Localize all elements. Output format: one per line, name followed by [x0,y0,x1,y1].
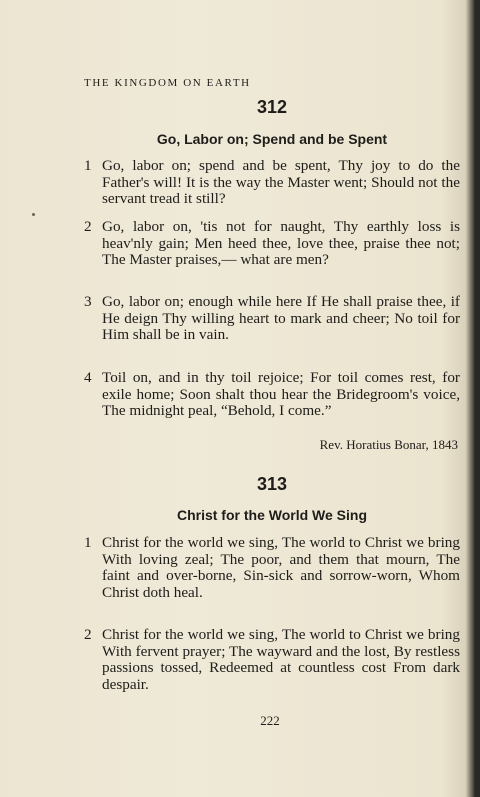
stanza-number: 4 [84,369,92,386]
page-number: 222 [260,713,280,728]
stanza-text: Go, labor on; spend and be spent, Thy joy to do the Father's will! It is the way the Master went; Should not the servant tread it still? [102,157,460,208]
stanza-number: 1 [84,534,92,551]
stanza-number: 2 [84,218,92,235]
stanza [84,627,460,693]
hymn-number: 312 [256,97,288,117]
stanza [84,158,460,208]
stanza-text: Go, labor on, 'tis not for naught, Thy earthly loss is heav'nly gain; Men heed thee, love thee, praise thee not; The Master praises,— what are men? [102,218,460,269]
stanza [84,535,460,601]
hymn-title: Go, Labor on; Spend and be Spent [156,131,388,147]
hymn-number: 313 [256,474,288,494]
stanza-text: Go, labor on; enough while here If He shall praise thee, if He deign Thy willing heart to mark and cheer; No toil for Him shall be in vain. [102,293,460,344]
stanza [84,370,460,420]
stanza-text: Christ for the world we sing, The world to Christ we bring With loving zeal; The poor, and them that mourn, The faint and over-borne, Sin-sick and sorrow-worn, Whom Christ doth heal. [102,534,460,601]
ink-speck [32,213,35,216]
stanza [84,219,460,269]
stanza-number: 1 [84,157,92,174]
hymn-attribution: Rev. Horatius Bonar, 1843 [319,437,458,452]
stanza-text: Christ for the world we sing, The world to Christ we bring With fervent prayer; The wayward and the lost, By restless passions tossed, Redeemed at countless cost From dark despair. [102,626,460,693]
stanza-text: Toil on, and in thy toil rejoice; For toil comes rest, for exile home; Soon shalt thou hear the Bridegroom's voice, The midnight peal, “Behold, I come.” [102,369,460,420]
hymn-title: Christ for the World We Sing [176,507,368,523]
running-head: THE KINGDOM ON EARTH [84,77,251,89]
stanza-number: 2 [84,626,92,643]
stanza-number: 3 [84,293,92,310]
stanza [84,294,460,344]
